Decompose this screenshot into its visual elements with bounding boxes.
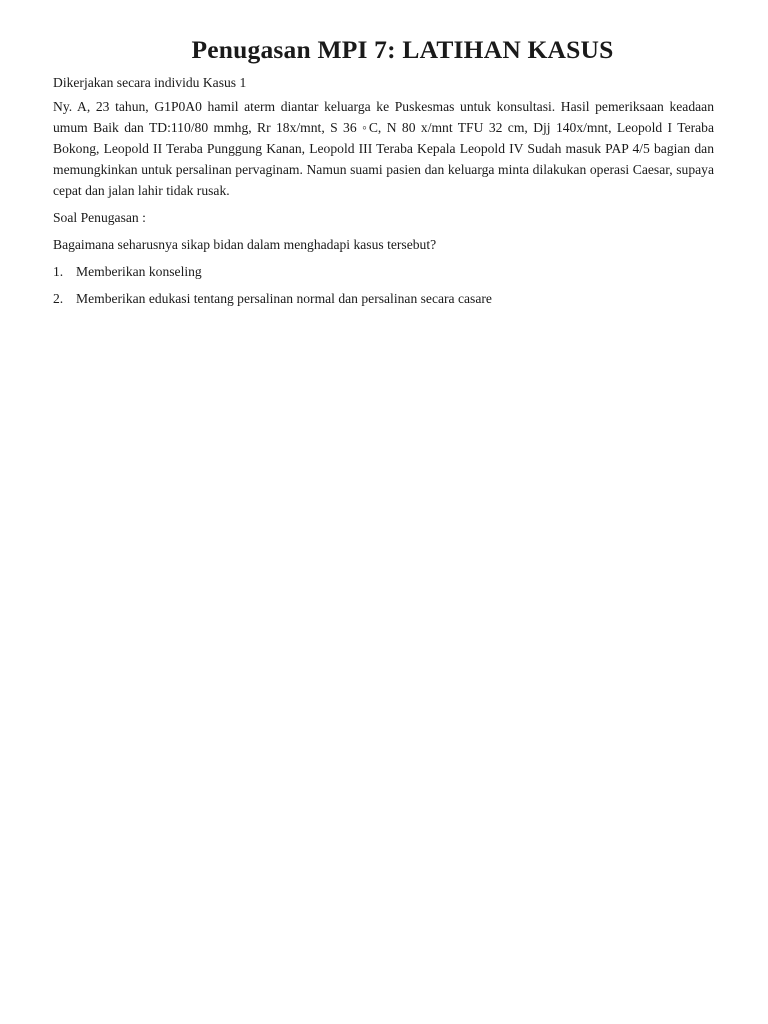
answer-item — [53, 262, 202, 282]
answer-list — [53, 262, 202, 282]
answer-item — [53, 289, 492, 309]
answer-number: 1. — [53, 264, 64, 279]
intro-line: Dikerjakan secara individu Kasus 1 — [53, 75, 247, 90]
case-description: Ny. A, 23 tahun, G1P0A0 hamil aterm diantar keluarga ke Puskesmas untuk konsultasi. Hasil pemeriksaan keadaan umum Baik dan TD:110/80 mmhg, Rr 18x/mnt, S 36 ◦C, N 80 x/mnt TFU 32 cm, Djj 140x/mnt, Leopold I Teraba Bokong, Leopold II Teraba Punggung Kanan, Leopold III Teraba Kepala Leopold IV Sudah masuk PAP 4/5 bagian dan memungkinkan untuk persalinan pervaginam. Namun suami pasien dan keluarga minta dilakukan operasi Caesar, supaya cepat dan jalan lahir tidak rusak. — [53, 99, 714, 198]
document-title: Penugasan MPI 7: LATIHAN KASUS — [191, 35, 614, 64]
answer-text: Memberikan edukasi tentang persalinan normal dan persalinan secara casare — [76, 291, 492, 306]
answer-text: Memberikan konseling — [76, 264, 202, 279]
answer-number: 2. — [53, 291, 64, 306]
answer-list-continued — [53, 289, 492, 309]
question-text: Bagaimana seharusnya sikap bidan dalam menghadapi kasus tersebut? — [53, 237, 437, 252]
task-heading: Soal Penugasan : — [53, 210, 146, 225]
